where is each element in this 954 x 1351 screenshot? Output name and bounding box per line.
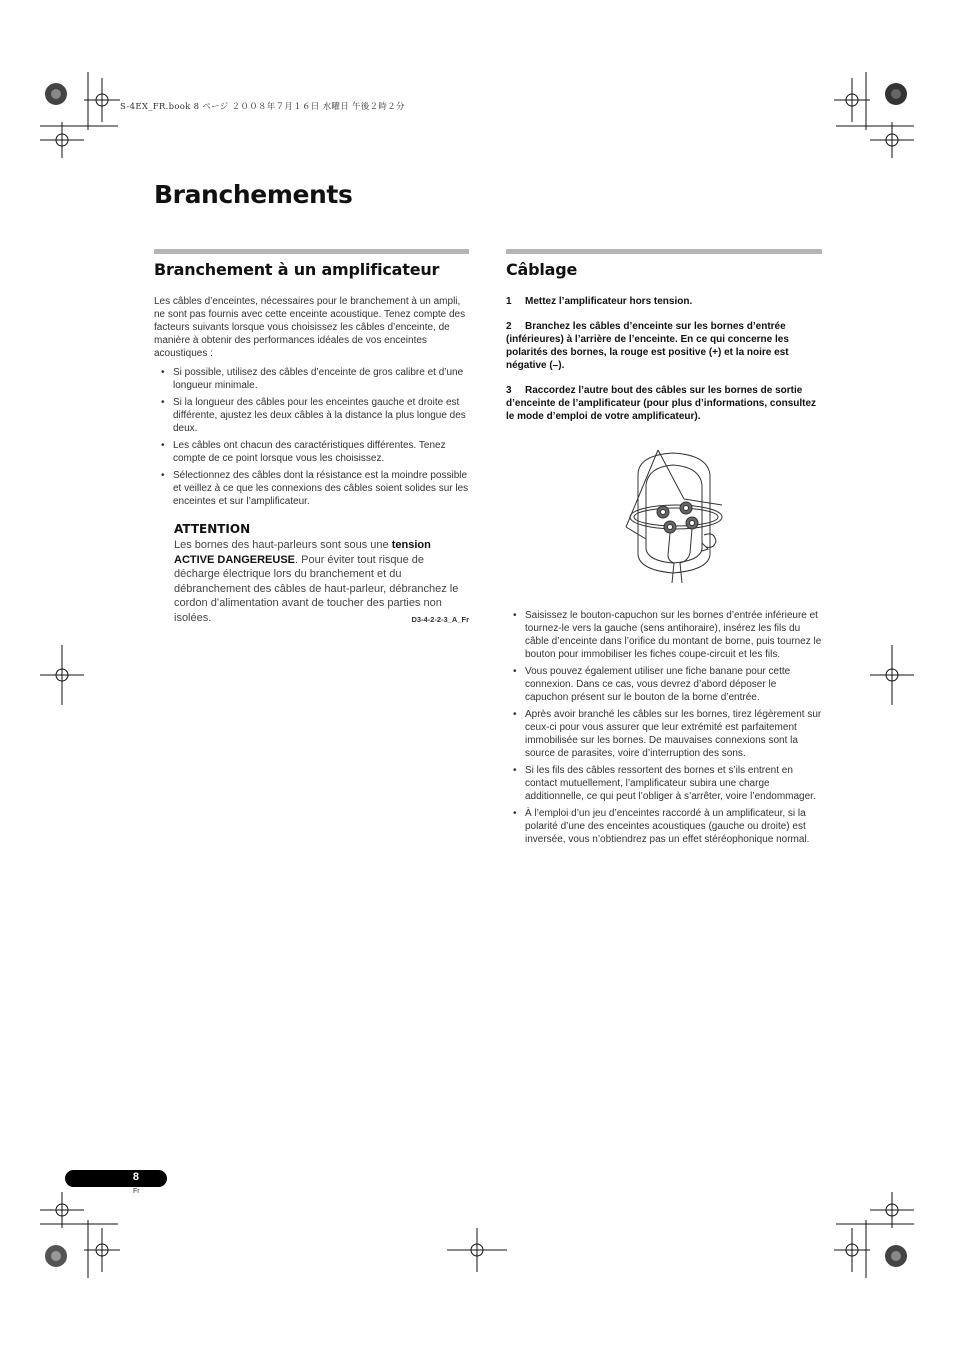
crosshair-mark-top-left (84, 78, 120, 122)
crosshair-mark-top-left-2 (40, 122, 84, 158)
crosshair-mark-top-right-2 (870, 122, 914, 158)
color-target-bottom-right (885, 1245, 907, 1267)
step-2 (506, 320, 822, 372)
cable-tips-list (154, 366, 469, 508)
attention-box (174, 522, 469, 626)
step-number: 2 (506, 321, 512, 332)
section-title-wiring: Câblage (506, 260, 578, 279)
step-number: 3 (506, 385, 512, 396)
crosshair-mark-mid-left (40, 645, 84, 705)
crosshair-mark-bottom-right-2 (870, 1192, 914, 1228)
speaker-terminal-illustration (618, 445, 738, 595)
page-title: Branchements (154, 180, 353, 209)
page-language: Fr (133, 1188, 140, 1195)
step-3 (506, 384, 822, 423)
list-item: • Les câbles ont chacun des caractéristiques différentes. Tenez compte de ce point lorsque vous les choisissez. (154, 439, 469, 465)
list-item: • À l’emploi d’un jeu d’enceintes raccordé à un amplificateur, si la polarité d’une des enceintes acoustiques (gauche ou droite) est inversée, vous n’obtiendrez pas un effet stéréophonique normal. (506, 807, 822, 846)
color-target-bottom-left (45, 1245, 67, 1267)
attention-title: ATTENTION (174, 522, 251, 536)
step-text: Mettez l’amplificateur hors tension. (525, 296, 693, 307)
attention-text-bold: tension ACTIVE DANGEREUSE (174, 539, 431, 566)
crosshair-mark-bottom-left-2 (84, 1228, 120, 1272)
reference-code: D3-4-2-2-3_A_Fr (411, 614, 469, 624)
attention-text (174, 538, 469, 626)
section-divider-bar (506, 249, 822, 254)
list-item: • Saisissez le bouton-capuchon sur les bornes d’entrée inférieure et tournez-le vers la gauche (sens antihoraire), insérez les fils du câble d’enceinte dans l’orifice du montant de borne, puis tournez le bouton pour immobiliser les fiches coupe-circuit et les fils. (506, 609, 822, 661)
right-column (506, 249, 822, 850)
crosshair-mark-top-right (834, 78, 870, 122)
page-number-tab (65, 1170, 167, 1187)
page-number: 8 (132, 1171, 139, 1183)
list-item: • Après avoir branché les câbles sur les bornes, tirez légèrement sur ceux-ci pour vous assurer que leur extrémité est parfaitement immobilisée sur les bornes. De mauvaises connexions sont la source de parasites, voire d’interruption des sons. (506, 708, 822, 760)
crosshair-mark-bottom-center (447, 1228, 507, 1272)
step-number: 1 (506, 296, 512, 307)
left-column (154, 249, 469, 628)
step-1 (506, 295, 822, 308)
color-target-top-right (885, 83, 907, 105)
list-item: • Si les fils des câbles ressortent des bornes et s’ils entrent en contact mutuellement, l’amplificateur subira une charge additionnelle, ce qui peut l’obliger à s’arrêter, voire l’endommager. (506, 764, 822, 803)
attention-text-after: . Pour éviter tout risque de décharge électrique lors du branchement et du débranchement des câbles de haut-parleur, débranchez le cordon d’alimentation avant de toucher des parties non isolées. (174, 553, 459, 624)
print-header: S-4EX_FR.book 8 ページ ２００８年７月１６日 水曜日 午後２時２分 (120, 102, 405, 112)
color-target-top-left (45, 83, 67, 105)
list-item: • Sélectionnez des câbles dont la résistance est la moindre possible et veillez à ce que les connexions des câbles soient solides sur les enceintes et sur l’amplificateur. (154, 469, 469, 508)
crosshair-mark-bottom-right (834, 1228, 870, 1272)
list-item: • Si possible, utilisez des câbles d’enceinte de gros calibre et d’une longueur minimale. (154, 366, 469, 392)
list-item: • Si la longueur des câbles pour les enceintes gauche et droite est différente, ajustez les deux câbles à la distance la plus longue des deux. (154, 396, 469, 435)
attention-text-before: Les bornes des haut-parleurs sont sous une (174, 539, 392, 551)
step-text: Branchez les câbles d’enceinte sur les bornes d’entrée (inférieures) à l’arrière de l’enceinte. En ce qui concerne les polarités des bornes, la rouge est positive (+) et la noire est négative (–). (506, 321, 789, 371)
section-title-amplifier: Branchement à un amplificateur (154, 260, 440, 279)
step-text: Raccordez l’autre bout des câbles sur les bornes de sortie d’enceinte de l’amplificateur (pour plus d’informations, consultez le mode d’emploi de votre amplificateur). (506, 385, 817, 422)
section-divider-bar (154, 249, 469, 254)
terminal-diagram (618, 445, 738, 595)
wiring-notes-list (506, 609, 822, 846)
crosshair-mark-mid-right (870, 645, 914, 705)
list-item: • Vous pouvez également utiliser une fiche banane pour cette connexion. Dans ce cas, vous devrez d’abord déposer le capuchon présent sur le bouton de la borne d’entrée. (506, 665, 822, 704)
crosshair-mark-bottom-left (40, 1192, 84, 1228)
intro-paragraph: Les câbles d’enceintes, nécessaires pour le branchement à un ampli, ne sont pas fournis avec cette enceinte acoustique. Tenez compte des facteurs suivants lorsque vous choisissez les câbles d’enceinte, de manière à obtenir des performances idéales de vos enceintes acoustiques : (154, 296, 466, 359)
